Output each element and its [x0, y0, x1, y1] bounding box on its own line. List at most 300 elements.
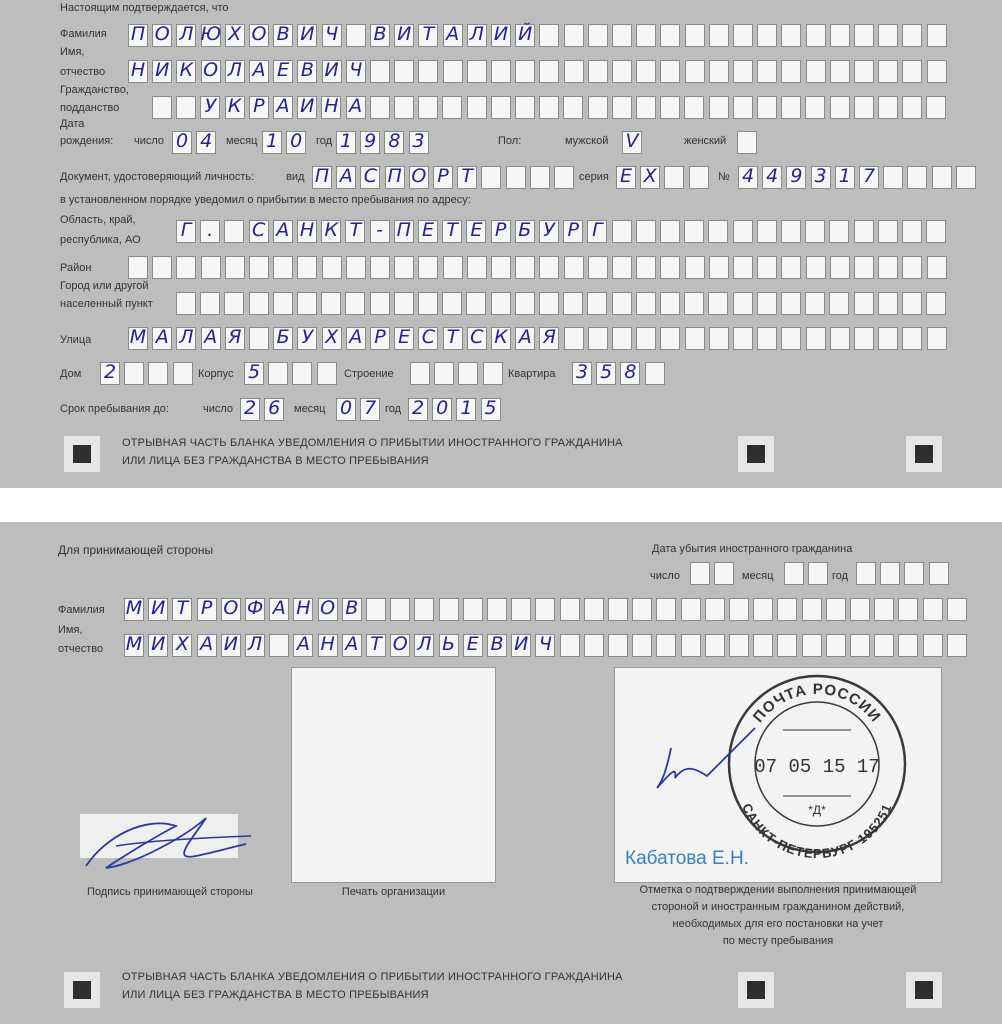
form-cell [370, 60, 390, 83]
handwritten-char: Л [179, 326, 194, 348]
form-cell [467, 256, 487, 279]
form-cell [883, 166, 903, 189]
handwritten-char: Н [299, 219, 315, 241]
handwritten-char: - [376, 219, 384, 241]
registration-mark-middle [738, 436, 774, 472]
handwritten-char: П [130, 23, 146, 45]
form-cell [608, 598, 628, 621]
label-birth-year: год [316, 135, 333, 147]
form-cell [826, 634, 846, 657]
form-cell [927, 256, 947, 279]
form-cell [612, 292, 632, 315]
form-cell [874, 598, 894, 621]
intro-text: Настоящим подтверждается, что [60, 2, 229, 14]
label-stay-day: число [203, 403, 234, 415]
handwritten-char: 8 [388, 130, 401, 152]
form-cell [612, 220, 632, 243]
handwritten-char: И [493, 23, 509, 45]
form-cell [660, 24, 680, 47]
form-cell [733, 256, 753, 279]
form-cell [491, 256, 511, 279]
label-series: серия [579, 171, 609, 183]
form-cell [956, 166, 976, 189]
organization-seal-area [291, 667, 496, 883]
form-cell [923, 634, 943, 657]
form-cell [854, 24, 874, 47]
handwritten-char: А [339, 165, 353, 187]
row-street [0, 327, 1002, 350]
label-region-2: республика, АО [60, 234, 141, 246]
handwritten-char: А [446, 23, 460, 45]
form-cell [878, 220, 898, 243]
form-cell [874, 634, 894, 657]
form-cell [588, 24, 608, 47]
form-cell [224, 292, 244, 315]
form-cell [539, 256, 559, 279]
form-cell [729, 598, 749, 621]
form-cell [269, 634, 289, 657]
form-cell [927, 60, 947, 83]
form-cell [612, 256, 632, 279]
form-cell [781, 292, 801, 315]
form-cell [902, 24, 922, 47]
label-male: мужской [565, 135, 609, 147]
handwritten-char: Н [130, 59, 146, 81]
form-cell [926, 292, 946, 315]
form-cell [902, 220, 922, 243]
form-cell [898, 598, 918, 621]
handwritten-char: С [470, 326, 484, 348]
handwritten-char: Л [417, 633, 432, 655]
form-cell [781, 220, 801, 243]
form-cell [806, 256, 826, 279]
form-cell [418, 96, 438, 119]
label-region: Область, край, [60, 214, 136, 226]
form-cell [539, 96, 559, 119]
handwritten-char: О [320, 597, 336, 619]
form-cell [902, 327, 922, 350]
post-stamp [615, 668, 943, 884]
handwritten-char: Е [466, 633, 479, 655]
form-cell [491, 60, 511, 83]
form-cell [587, 292, 607, 315]
handwritten-char: Г [592, 219, 603, 241]
form-cell [584, 598, 604, 621]
form-cell [929, 562, 949, 585]
form-cell [636, 292, 656, 315]
form-cell [539, 292, 559, 315]
handwritten-char: А [200, 633, 214, 655]
form-cell [394, 96, 414, 119]
label-host-name: Имя, [58, 624, 83, 636]
form-cell [321, 292, 341, 315]
handwritten-char: 4 [200, 130, 213, 152]
label-building: Корпус [198, 368, 234, 380]
label-female: женский [684, 135, 727, 147]
form-cell [878, 24, 898, 47]
form-cell [757, 24, 777, 47]
form-cell [733, 24, 753, 47]
row-district [0, 256, 1002, 279]
label-patronymic: отчество [60, 66, 106, 78]
handwritten-char: А [345, 633, 359, 655]
form-cell [660, 292, 680, 315]
form-cell [636, 327, 656, 350]
form-cell [805, 96, 825, 119]
form-cell [850, 598, 870, 621]
registration-mark-right-bottom [906, 972, 942, 1008]
form-cell [709, 60, 729, 83]
handwritten-char: С [363, 165, 378, 187]
form-cell [757, 327, 777, 350]
form-cell [201, 256, 221, 279]
notice-line-2-bottom: ИЛИ ЛИЦА БЕЗ ГРАЖДАНСТВА В МЕСТО ПРЕБЫВАНИЯ [122, 989, 429, 1001]
form-cell [685, 60, 705, 83]
label-host-patronymic: отчество [58, 643, 104, 655]
form-cell [878, 60, 898, 83]
handwritten-char: М [125, 597, 143, 619]
seal-caption: Печать организации [341, 886, 446, 898]
form-cell [830, 60, 850, 83]
row-apartment [0, 362, 1002, 385]
form-cell [394, 292, 414, 315]
form-cell [225, 256, 245, 279]
label-district: Район [60, 262, 92, 274]
handwritten-char: 2 [103, 361, 117, 383]
form-cell [806, 327, 826, 350]
form-cell [709, 96, 729, 119]
handwritten-char: Т [370, 633, 382, 655]
handwritten-char: Й [518, 23, 533, 45]
handwritten-char: . [207, 219, 214, 241]
handwritten-char: А [518, 326, 532, 348]
handwritten-char: В [490, 633, 504, 655]
label-nationality: подданство [60, 102, 120, 114]
handwritten-char: 3 [814, 165, 827, 187]
form-cell [560, 634, 580, 657]
confirmation-caption-line-4: по месту пребывания [722, 935, 834, 947]
form-cell [733, 220, 753, 243]
handwritten-char: 5 [484, 397, 497, 419]
form-cell [802, 634, 822, 657]
handwritten-char: Е [421, 219, 434, 241]
form-cell [515, 60, 535, 83]
registration-mark-middle-bottom [738, 972, 774, 1008]
handwritten-char: Н [320, 633, 335, 655]
handwritten-char: В [345, 597, 359, 619]
form-cell [584, 634, 604, 657]
form-cell [560, 598, 580, 621]
form-cell [636, 256, 656, 279]
form-cell [854, 220, 874, 243]
form-cell [466, 292, 486, 315]
label-house: Дом [60, 368, 82, 380]
form-cell [442, 292, 462, 315]
stamp-date: 07 05 15 17 [754, 756, 880, 778]
handwritten-char: А [276, 95, 290, 117]
form-cell [612, 96, 632, 119]
form-cell [418, 256, 438, 279]
handwritten-char: Е [398, 326, 411, 348]
handwritten-char: С [421, 326, 436, 348]
form-cell [902, 292, 922, 315]
handwritten-char: Л [179, 23, 194, 45]
label-departure-year: год [832, 570, 849, 582]
handwritten-char: Б [518, 219, 532, 241]
handwritten-char: К [324, 219, 338, 241]
form-cell [805, 292, 825, 315]
form-cell [612, 327, 632, 350]
handwritten-char: А [349, 326, 363, 348]
label-birth-date-2: рождения: [60, 135, 114, 147]
handwritten-char: И [324, 59, 339, 81]
handwritten-char: 0 [175, 130, 189, 152]
handwritten-char: Р [567, 219, 579, 241]
handwritten-char: Л [227, 59, 242, 81]
label-sex: Пол: [498, 135, 522, 147]
handwritten-char: 4 [766, 165, 779, 187]
handwritten-char: Х [228, 23, 242, 45]
form-cell [854, 256, 874, 279]
form-cell [414, 598, 434, 621]
form-cell [684, 292, 704, 315]
handwritten-char: Т [446, 219, 458, 241]
notice-line-1-bottom: ОТРЫВНАЯ ЧАСТЬ БЛАНКА УВЕДОМЛЕНИЯ О ПРИБЫТИИ ИНОСТРАННОГО ГРАЖДАНИНА [122, 971, 623, 983]
label-birth-month: месяц [226, 135, 258, 147]
handwritten-char: 0 [339, 397, 353, 419]
label-number-sign: № [718, 171, 730, 183]
form-cell [128, 256, 148, 279]
form-cell [829, 292, 849, 315]
handwritten-char: А [296, 633, 310, 655]
form-cell [737, 131, 757, 154]
label-birth-date: Дата [60, 118, 85, 130]
handwritten-char: К [494, 326, 508, 348]
form-cell [249, 292, 269, 315]
handwritten-char: П [387, 165, 402, 187]
form-cell [757, 220, 777, 243]
handwritten-char: У [301, 326, 314, 348]
handwritten-char: 0 [290, 130, 303, 152]
handwritten-char: Т [446, 326, 459, 348]
form-cell [467, 96, 487, 119]
handwritten-char: П [314, 165, 330, 187]
handwritten-char: Х [175, 633, 189, 655]
form-cell [588, 256, 608, 279]
handwritten-char: К [179, 59, 194, 81]
departure-title: Дата убытия иностранного гражданина [652, 543, 853, 555]
form-cell [932, 166, 952, 189]
form-cell [564, 256, 584, 279]
handwritten-char: И [397, 23, 412, 45]
handwritten-char: И [514, 633, 529, 655]
handwritten-char: 5 [600, 361, 613, 383]
form-cell [757, 60, 777, 83]
form-cell [588, 96, 608, 119]
form-cell [515, 292, 535, 315]
form-cell [370, 292, 390, 315]
form-cell [660, 60, 680, 83]
handwritten-char: И [300, 23, 315, 45]
form-cell [757, 256, 777, 279]
form-cell [685, 256, 705, 279]
handwritten-char: И [151, 633, 166, 655]
form-cell [394, 256, 414, 279]
form-cell [781, 327, 801, 350]
form-cell [856, 562, 876, 585]
form-cell [709, 256, 729, 279]
form-cell [656, 598, 676, 621]
form-cell [636, 24, 656, 47]
form-cell [176, 96, 196, 119]
notice-line-2: ИЛИ ЛИЦА БЕЗ ГРАЖДАНСТВА В МЕСТО ПРЕБЫВАНИЯ [122, 455, 429, 467]
handwritten-char: О [203, 59, 219, 81]
handwritten-char: В [373, 23, 387, 45]
handwritten-char: Н [324, 95, 339, 117]
confirmation-caption-line-3: необходимых для его постановки на учет [672, 918, 884, 930]
form-cell [878, 292, 898, 315]
stamp-mark: *Д* [808, 803, 826, 817]
row-surname [0, 24, 1002, 47]
form-cell [850, 634, 870, 657]
form-cell [345, 292, 365, 315]
form-cell [830, 96, 850, 119]
form-cell [297, 292, 317, 315]
handwritten-char: У [543, 219, 555, 241]
handwritten-char: И [151, 597, 166, 619]
form-cell [322, 256, 342, 279]
label-name: Имя, [60, 46, 85, 58]
form-cell [777, 598, 797, 621]
handwritten-char: У [204, 95, 217, 117]
form-cell [902, 256, 922, 279]
handwritten-char: Х [643, 165, 657, 187]
form-cell [708, 220, 728, 243]
label-stay-until: Срок пребывания до: [60, 403, 169, 415]
handwritten-char: И [223, 633, 238, 655]
form-cell [947, 634, 967, 657]
handwritten-char: 2 [411, 397, 425, 419]
form-cell [200, 292, 220, 315]
form-cell [511, 598, 531, 621]
row-departure-year [0, 562, 1002, 585]
handwritten-char: 5 [247, 361, 261, 383]
handwritten-char: Х [325, 326, 339, 348]
confirmation-caption-line-1: Отметка о подтверждении выполнения принимающей [639, 884, 917, 896]
form-cell [781, 24, 801, 47]
handwritten-char: 6 [268, 397, 281, 419]
row-host-name [0, 634, 1002, 657]
form-cell [588, 327, 608, 350]
form-cell [660, 327, 680, 350]
handwritten-char: В [276, 23, 290, 45]
handwritten-char: Ф [246, 597, 264, 619]
label-citizenship: Гражданство, [60, 84, 129, 96]
handwritten-char: Р [200, 597, 213, 619]
form-cell [781, 96, 801, 119]
handwritten-char: М [125, 633, 143, 655]
form-cell [249, 327, 269, 350]
row-region [0, 220, 1002, 243]
label-document: Документ, удостоверяющий личность: [60, 171, 255, 183]
handwritten-char: 9 [364, 130, 377, 152]
form-cell [467, 60, 487, 83]
handwritten-char: 7 [364, 397, 377, 419]
form-cell [705, 634, 725, 657]
signature-area [80, 814, 238, 858]
handwritten-char: Я [228, 326, 242, 348]
handwritten-char: О [223, 597, 239, 619]
form-cell [463, 598, 483, 621]
handwritten-char: К [227, 95, 242, 117]
row-city [0, 292, 1002, 315]
form-cell [491, 96, 511, 119]
form-cell [418, 60, 438, 83]
handwritten-char: 0 [436, 397, 449, 419]
handwritten-char: 9 [790, 165, 803, 187]
form-cell [443, 256, 463, 279]
handwritten-char: Н [296, 597, 311, 619]
form-cell [224, 220, 244, 243]
form-cell [926, 96, 946, 119]
form-cell [563, 292, 583, 315]
form-cell [442, 96, 462, 119]
form-cell [708, 292, 728, 315]
form-cell [802, 598, 822, 621]
handwritten-char: А [252, 59, 266, 81]
form-cell [927, 24, 947, 47]
form-cell [612, 60, 632, 83]
handwritten-char: А [155, 326, 169, 348]
form-cell [729, 634, 749, 657]
handwritten-char: Т [176, 597, 189, 619]
form-cell [515, 256, 535, 279]
form-cell [830, 327, 850, 350]
label-birth-day: число [134, 135, 165, 147]
form-cell [733, 96, 753, 119]
confirmation-caption-line-2: стороной и иностранным гражданином действий, [651, 901, 905, 913]
form-cell [564, 327, 584, 350]
form-cell [632, 598, 652, 621]
svg-text:ПОЧТА РОССИИ [750, 681, 884, 726]
stamp-top-text: ПОЧТА РОССИИ [749, 680, 885, 726]
form-cell [830, 256, 850, 279]
form-cell [854, 327, 874, 350]
handwritten-char: 1 [838, 165, 851, 187]
form-cell [370, 256, 390, 279]
form-cell [753, 598, 773, 621]
form-cell [176, 292, 196, 315]
form-cell [564, 24, 584, 47]
host-title: Для принимающей стороны [58, 543, 214, 557]
form-cell [273, 292, 293, 315]
handwritten-char: О [251, 23, 267, 45]
handwritten-char: И [155, 59, 170, 81]
label-departure-month: месяц [742, 570, 774, 582]
stamp-bottom-text: САНКТ-ПЕТЕРБУРГ 195251 [739, 801, 895, 862]
form-cell [588, 60, 608, 83]
form-cell [297, 256, 317, 279]
handwritten-char: Я [542, 326, 556, 348]
row-stay-year [0, 398, 1002, 421]
form-cell [757, 292, 777, 315]
form-cell [443, 60, 463, 83]
handwritten-char: Р [374, 326, 386, 348]
form-cell [681, 598, 701, 621]
handwritten-char: 3 [575, 361, 589, 383]
handwritten-char: Ю [200, 23, 222, 45]
form-cell [947, 598, 967, 621]
